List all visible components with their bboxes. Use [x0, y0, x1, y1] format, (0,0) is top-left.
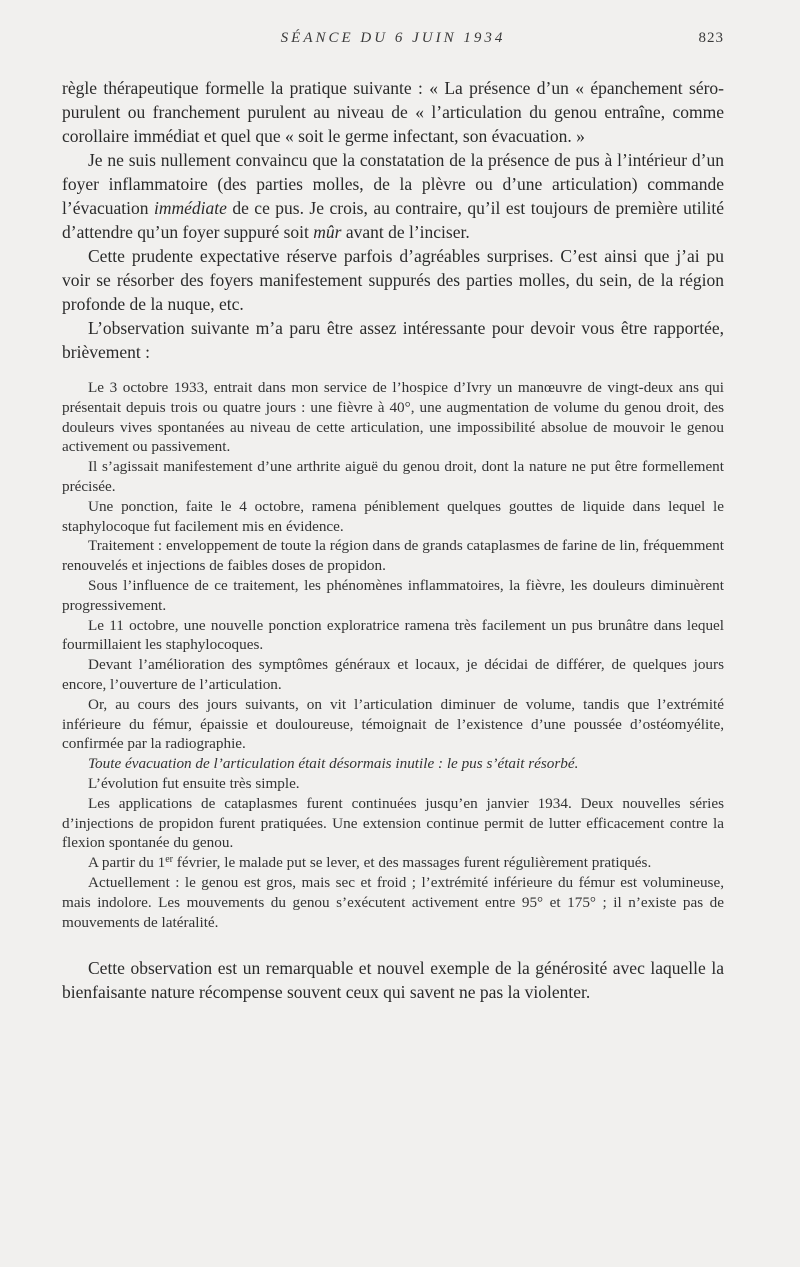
case-observation: [62, 378, 724, 932]
observation-paragraph-italic: Toute évacuation de l’articulation était désormais inutile : le pus s’était résorbé.: [88, 755, 579, 773]
observation-paragraph: Il s’agissait manifestement d’une arthrite aiguë du genou droit, dont la nature ne put être formellement précisée.: [62, 458, 724, 495]
running-header: [62, 30, 724, 54]
page-number: 823: [698, 30, 724, 46]
observation-paragraph: Sous l’influence de ce traitement, les phénomènes inflammatoires, la fièvre, les douleurs diminuèrent progressivement.: [62, 576, 724, 614]
text-run: A partir du 1: [88, 854, 166, 872]
running-title: SÉANCE DU 6 JUIN 1934: [280, 30, 506, 46]
observation-paragraph: Or, au cours des jours suivants, on vit l’articulation diminuer de volume, tandis que l’extrémité inférieure du fémur, épaissie et douloureuse, témoignait de l’existence d’une poussée d’ostéomyélite, confirmée par la radiographie.: [62, 695, 724, 753]
conclusion-section: [62, 956, 724, 1004]
paragraph-observation-intro: L’observation suivante m’a paru être assez intéressante pour devoir vous être rapportée, brièvement :: [62, 318, 724, 362]
observation-paragraph: [62, 853, 724, 873]
text-run: de ce pus. Je crois, au contraire, qu’il est toujours de première utilité d’attendre qu’un foyer suppuré soit: [62, 198, 724, 242]
observation-paragraph: Devant l’amélioration des symptômes généraux et locaux, je décidai de différer, de quelques jours encore, l’ouverture de l’articulation.: [62, 656, 724, 693]
observation-paragraph: L’évolution fut ensuite très simple.: [88, 774, 300, 792]
paragraph-rule: règle thérapeutique formelle la pratique suivante : « La présence d’un « épanchement séro-purulent ou franchement purulent au niveau de « l’articulation du genou entraîne, comme corollaire immédiat et quel que « soit le germe infectant, son évacuation. »: [62, 78, 724, 146]
document-page: [62, 30, 724, 1004]
text-run: Je ne suis nullement convaincu que la constatation de la présence de pus à l’intérieur d’un foyer inflammatoire (des parties molles, de la plèvre ou d’une articulation) commande l’évacuation: [62, 150, 724, 218]
observation-paragraph: Le 11 octobre, une nouvelle ponction exploratrice ramena très facilement un pus brunâtre dans lequel fourmillaient les staphylocoques.: [62, 616, 724, 654]
paragraph-expectative: Cette prudente expectative réserve parfois d’agréables surprises. C’est ainsi que j’ai pu voir se résorber des foyers manifestement suppurés des parties molles, du sein, de la région profonde de la nuque, etc.: [62, 246, 724, 314]
emphasis-mur: mûr: [313, 222, 342, 242]
paragraph-conclusion: Cette observation est un remarquable et nouvel exemple de la générosité avec laquelle la bienfaisante nature récompense souvent ceux qui savent ne pas la violenter.: [62, 958, 724, 1003]
intro-section: [62, 76, 724, 364]
text-run: février, le malade put se lever, et des massages furent régulièrement pratiqués.: [172, 854, 652, 872]
observation-paragraph: Traitement : enveloppement de toute la région dans de grands cataplasmes de farine de lin, fréquemment renouvelés et injections de faibles doses de propidon.: [62, 537, 724, 575]
observation-paragraph: Actuellement : le genou est gros, mais sec et froid ; l’extrémité inférieure du fémur est volumineuse, mais indolore. Les mouvements du genou s’exécutent activement entre 95° et 175° ; il n’existe pas de mouvements de latéralité.: [62, 873, 724, 931]
text-run: avant de l’inciser.: [341, 222, 470, 242]
observation-paragraph: Les applications de cataplasmes furent continuées jusqu’en janvier 1934. Deux nouvelles séries d’injections de propidon furent pratiquées. Une extension continue permit de lutter efficacement contre la flexion spontanée du genou.: [62, 794, 724, 852]
observation-paragraph: Une ponction, faite le 4 octobre, ramena péniblement quelques gouttes de liquide dans lequel le staphylocoque fut facilement mis en évidence.: [62, 497, 724, 535]
emphasis-immediate: immédiate: [153, 198, 227, 218]
superscript: er: [165, 854, 173, 866]
observation-paragraph: Le 3 octobre 1933, entrait dans mon service de l’hospice d’Ivry un manœuvre de vingt-deux ans qui présentait depuis trois ou quatre jours : une fièvre à 40°, une augmentation de volume du genou droit, des douleurs vives spontanées au niveau de cette articulation, une impossibilité absolue de mouvoir le genou activement ou passivement.: [62, 379, 724, 456]
paragraph-opinion: [62, 148, 724, 244]
